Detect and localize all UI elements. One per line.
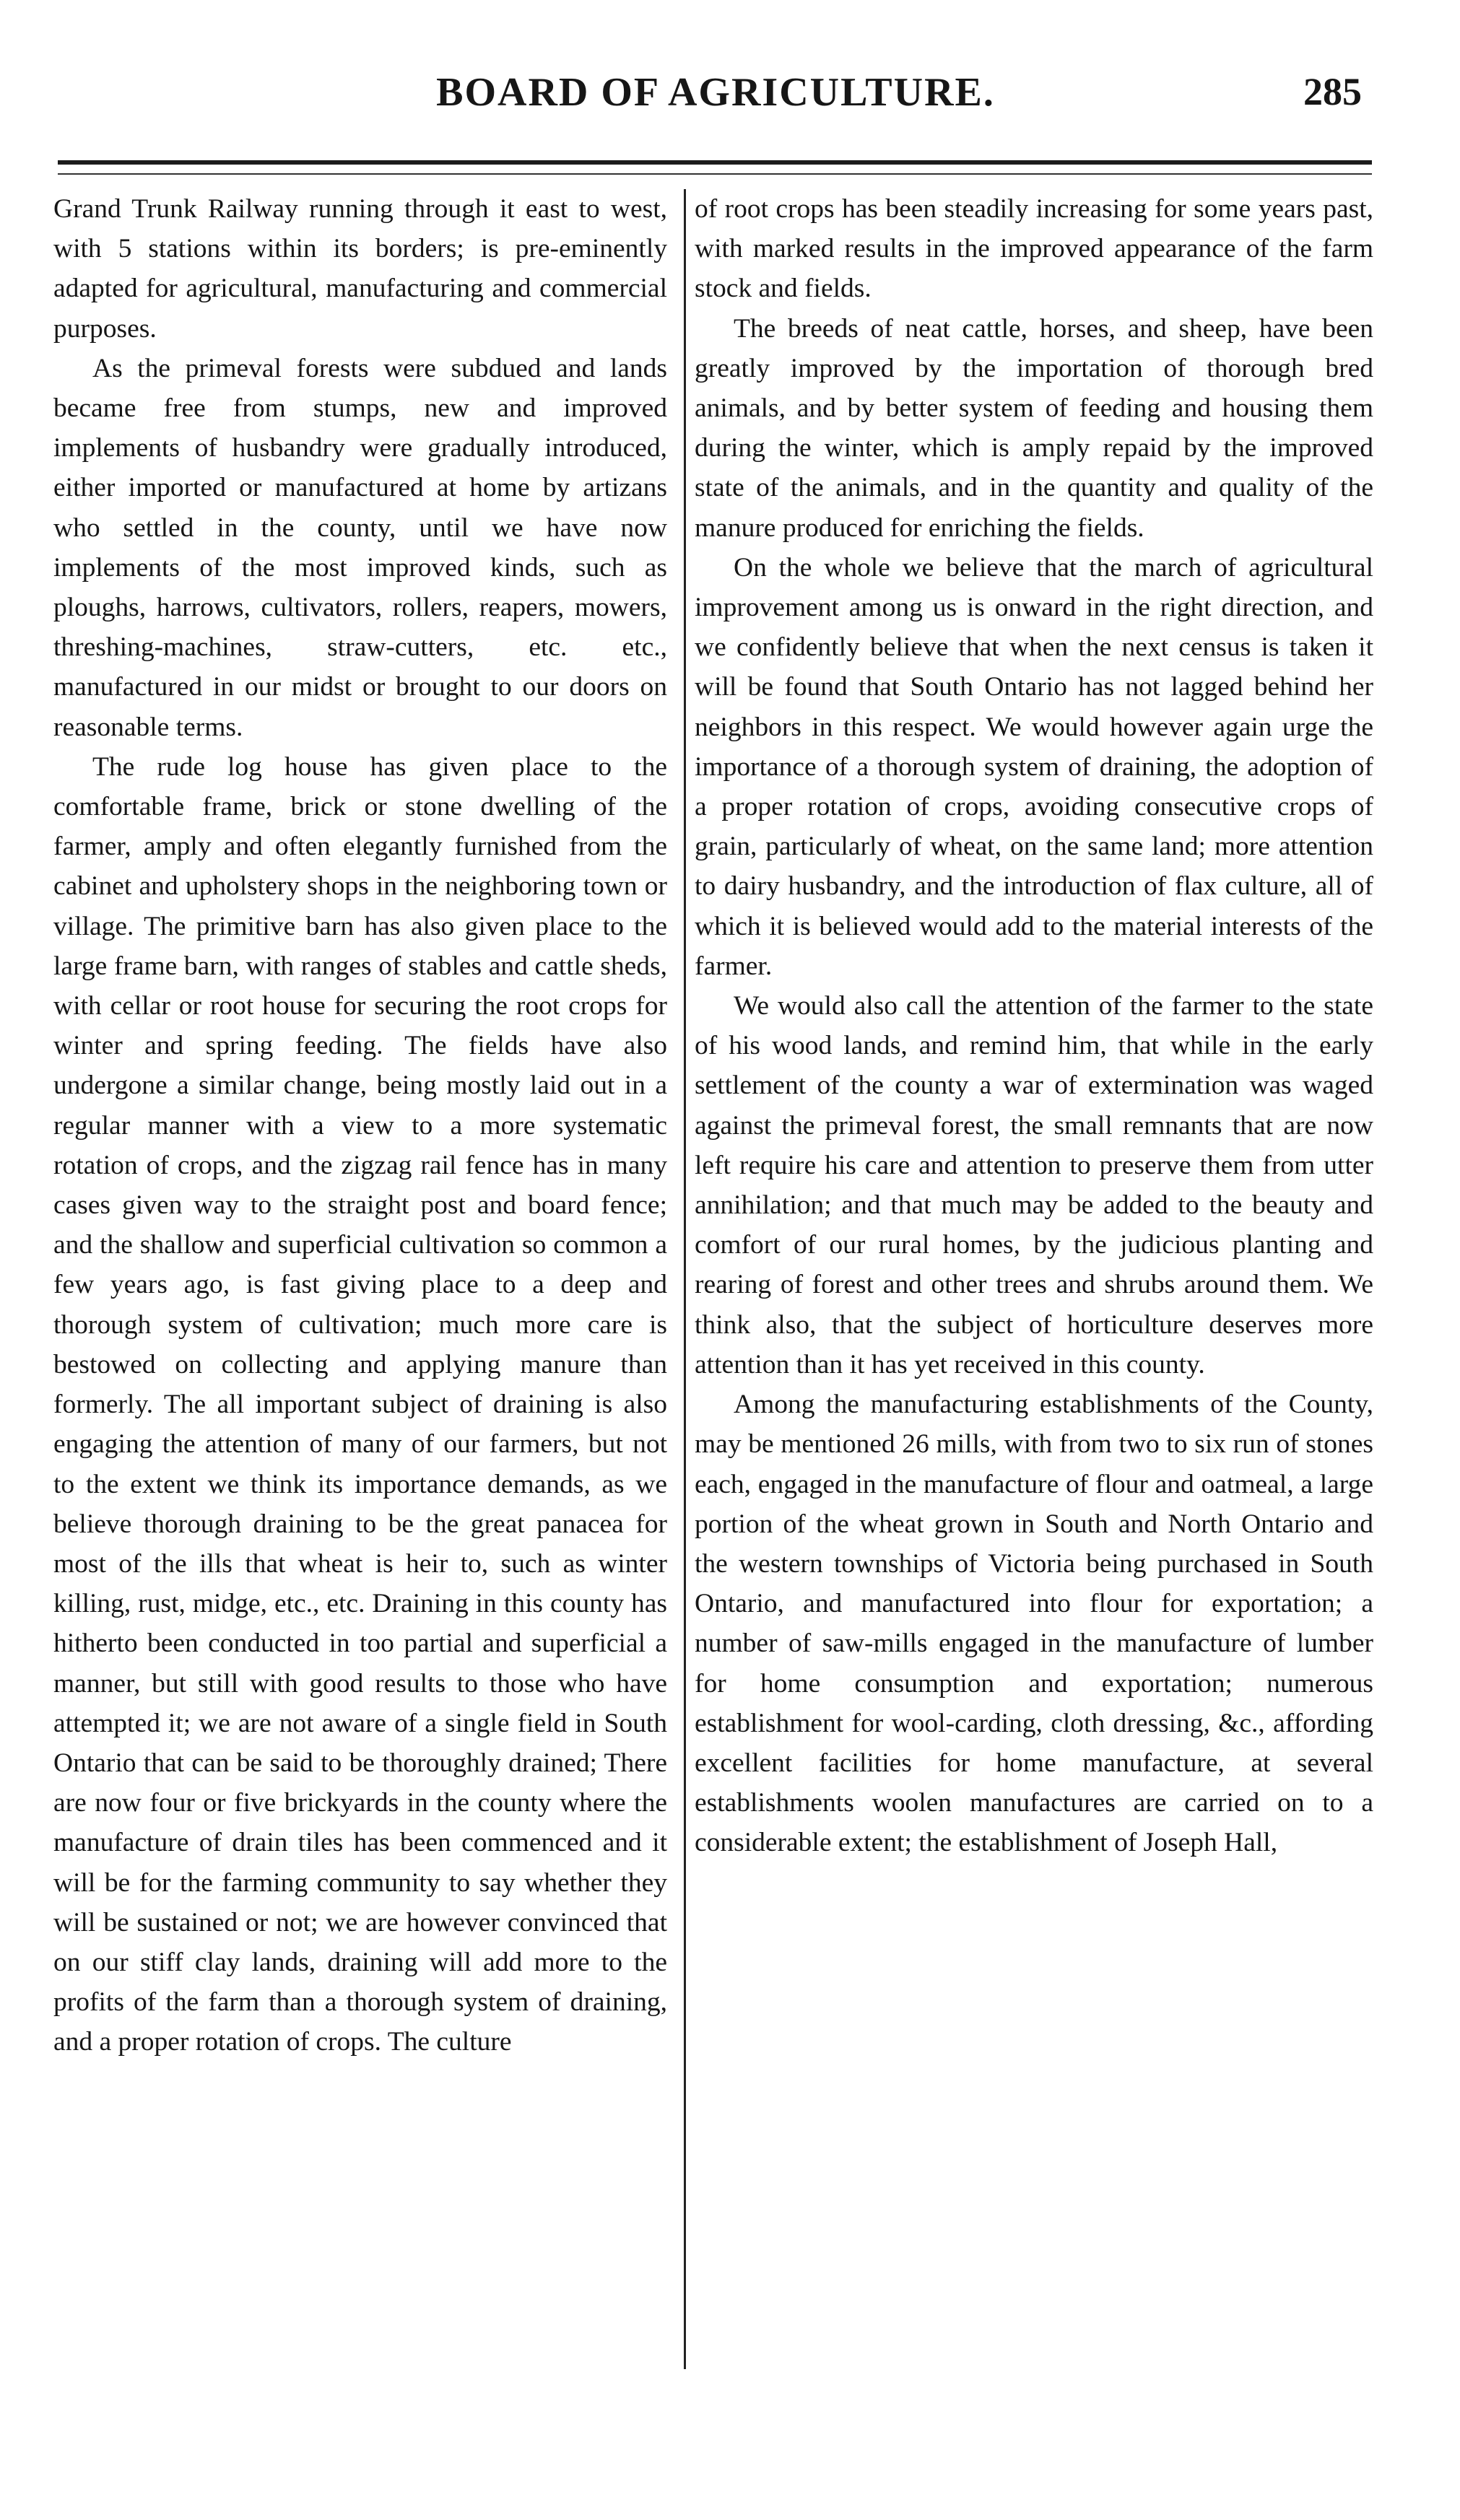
paragraph: The rude log house has given place to the comfortable frame, brick or stone dwelling of the farmer, amply and often elegantly furnished from the cabinet and upholstery shops in the neighboring town or village. The primitive barn has also given place to the large frame barn, with ranges of stables and cattle sheds, with cellar or root house for securing the root crops for winter and spring feeding. The fields have also undergone a similar change, being mostly laid out in a regular manner with a view to a more systematic rotation of crops, and the zigzag rail fence has in many cases given way to the straight post and board fence; and the shallow and superficial cultivation so common a few years ago, is fast giving place to a deep and thorough system of cultivation; much more care is bestowed on collecting and applying manure than formerly. The all important subject of draining is also engaging the attention of many of our farmers, but not to the extent we think its importance demands, as we believe thorough draining to be the great panacea for most of the ills that wheat is heir to, such as winter killing, rust, midge, etc., etc. Draining in this county has hitherto been conducted in too partial and superficial a manner, but still with good results to those who have attempted it; we are not aware of a single field in South Ontario that can be said to be thoroughly drained; There are now four or five brickyards in the county where the manufacture of drain tiles has been commenced and it will be for the farming community to say whether they will be sustained or not; we are however convinced that on our stiff clay lands, draining will add more to the profits of the farm than a thorough system of draining, and a proper rotation of crops. The culture: [53, 751, 667, 2057]
paragraph: As the primeval forests were subdued and lands became free from stumps, new and improved implements of husbandry were gradually introduced, either imported or manufactured at home by artizans who settled in the county, until we have now implements of the most improved kinds, such as ploughs, harrows, cultivators, rollers, reapers, mowers, threshing-machines, straw-cutters, etc. etc., manufactured in our midst or brought to our doors on reasonable terms.: [53, 353, 667, 742]
right-column: [695, 189, 1373, 2412]
running-head: [69, 69, 1362, 141]
paragraph: Grand Trunk Railway running through it east to west, with 5 stations within its borders; is pre-eminently adapted for agricultural, manufacturing and commercial purposes.: [53, 194, 667, 344]
paragraph: We would also call the attention of the farmer to the state of his wood lands, and remind him, that while in the early settlement of the county a war of extermination was waged against the primeval forest, the small remnants that are now left require his care and attention to preserve them from utter annihilation; and that much may be added to the beauty and comfort of our rural homes, by the judicious planting and rearing of forest and other trees and shrubs around them. We think also, that the subject of horticulture deserves more attention than it has yet received in this county.: [695, 991, 1373, 1379]
page-header-title: BOARD OF AGRICULTURE.: [436, 70, 995, 115]
left-column: [53, 189, 667, 2412]
paragraph: On the whole we believe that the march of agricultural improvement among us is onward in the right direction, and we confidently believe that when the next census is taken it will be found that South Ontario has not lagged behind her neighbors in this respect. We would however again urge the importance of a thorough system of draining, the adoption of a proper rotation of crops, avoiding consecutive crops of grain, particularly of wheat, on the same land; more attention to dairy husbandry, and the introduction of flax culture, all of which it is believed would add to the material interests of the farmer.: [695, 552, 1373, 981]
paragraph: The breeds of neat cattle, horses, and sheep, have been greatly improved by the importation of thorough bred animals, and by better system of feeding and housing them during the winter, which is amply repaid by the improved state of the animals, and in the quantity and quality of the manure produced for enriching the fields.: [695, 313, 1373, 543]
paragraph: of root crops has been steadily increasing for some years past, with marked results in the improved appearance of the farm stock and fields.: [695, 194, 1373, 304]
page-number: 285: [1303, 70, 1362, 113]
header-rule-thin: [58, 173, 1372, 175]
paragraph: Among the manufacturing establishments of the County, may be mentioned 26 mills, with from two to six run of stones each, engaged in the manufacture of flour and oatmeal, a large portion of the wheat grown in South and North Ontario and the western townships of Victoria being purchased in South Ontario, and manufactured into flour for exportation; a number of saw-mills engaged in the manufacture of lumber for home consumption and exportation; numerous establishment for wool-carding, cloth dressing, &c., affording excellent facilities for home manufacture, at several establishments woolen manufactures are carried on to a considerable extent; the establishment of Joseph Hall,: [695, 1390, 1373, 1858]
header-rule-thick: [58, 160, 1372, 165]
column-divider: [684, 189, 686, 2369]
